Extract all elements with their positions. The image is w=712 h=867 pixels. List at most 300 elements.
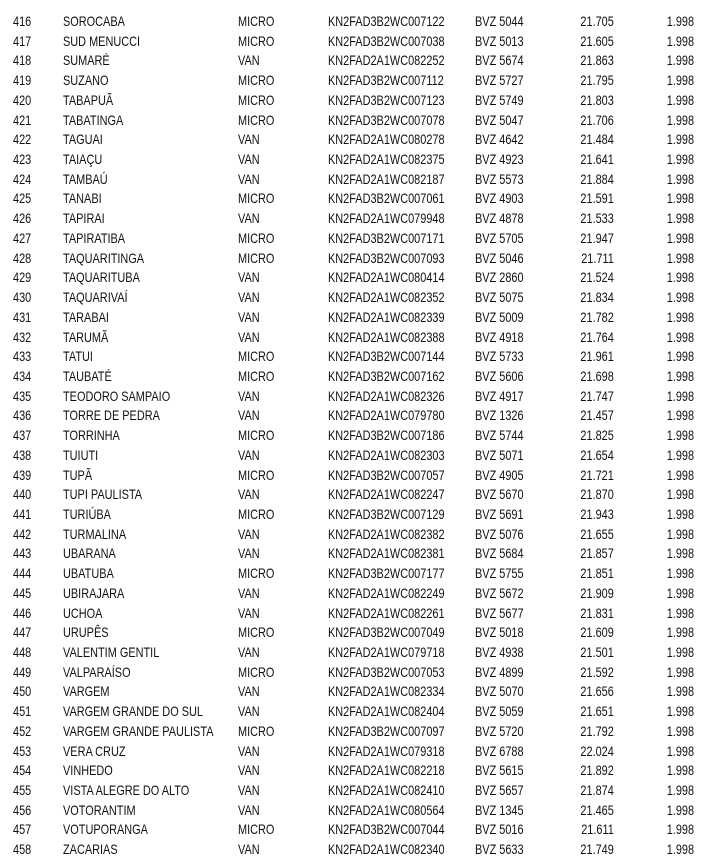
row-number: 420 xyxy=(13,91,32,108)
license-plate: BVZ 1326 xyxy=(475,407,524,424)
secondary-value: 1.998 xyxy=(666,446,694,463)
chassis-number: KN2FAD2A1WC082334 xyxy=(328,683,445,700)
chassis-number: KN2FAD3B2WC007112 xyxy=(328,72,444,89)
secondary-value: 1.998 xyxy=(666,269,694,286)
value: 21.641 xyxy=(580,151,614,168)
value: 21.698 xyxy=(580,367,614,384)
city-name: TAMBAÚ xyxy=(63,170,108,187)
value: 21.884 xyxy=(580,170,614,187)
secondary-value: 1.998 xyxy=(666,210,694,227)
value: 21.711 xyxy=(581,249,614,266)
license-plate: BVZ 5733 xyxy=(475,348,524,365)
chassis-number: KN2FAD3B2WC007129 xyxy=(328,505,445,522)
table-row xyxy=(0,268,712,288)
vehicle-type: VAN xyxy=(238,683,260,700)
license-plate: BVZ 4938 xyxy=(475,644,524,660)
vehicle-type: MICRO xyxy=(238,565,275,582)
row-number: 424 xyxy=(13,170,32,187)
license-plate: BVZ 5677 xyxy=(475,604,524,621)
city-name: VINHEDO xyxy=(63,762,113,779)
table-row xyxy=(0,682,712,702)
city-name: TANABI xyxy=(63,190,102,207)
vehicle-type: VAN xyxy=(238,170,260,187)
license-plate: BVZ 5657 xyxy=(475,782,524,799)
table-row xyxy=(0,643,712,663)
table-row xyxy=(0,249,712,269)
chassis-number: KN2FAD2A1WC082247 xyxy=(328,486,445,503)
secondary-value: 1.998 xyxy=(666,289,694,306)
chassis-number: KN2FAD2A1WC082404 xyxy=(328,703,445,720)
table-row xyxy=(0,525,712,545)
vehicle-type: VAN xyxy=(238,289,260,306)
chassis-number: KN2FAD3B2WC007097 xyxy=(328,722,445,739)
value: 21.782 xyxy=(580,308,614,325)
chassis-number: KN2FAD3B2WC007122 xyxy=(328,13,445,29)
vehicle-type: VAN xyxy=(238,841,260,858)
secondary-value: 1.998 xyxy=(666,387,694,404)
vehicle-type: MICRO xyxy=(238,427,275,444)
value: 21.501 xyxy=(580,644,614,660)
vehicle-type: VAN xyxy=(238,446,260,463)
table-row xyxy=(0,328,712,348)
table-row xyxy=(0,32,712,52)
table-row xyxy=(0,51,712,71)
table-row xyxy=(0,781,712,801)
city-name: TARUMÃ xyxy=(63,328,109,345)
license-plate: BVZ 5070 xyxy=(475,683,524,700)
row-number: 436 xyxy=(13,407,32,424)
chassis-number: KN2FAD3B2WC007078 xyxy=(328,111,445,128)
chassis-number: KN2FAD3B2WC007144 xyxy=(328,348,445,365)
secondary-value: 1.998 xyxy=(666,91,694,108)
value: 21.651 xyxy=(580,703,614,720)
vehicle-type: VAN xyxy=(238,782,260,799)
city-name: TAIAÇU xyxy=(63,151,103,168)
secondary-value: 1.998 xyxy=(666,229,694,246)
secondary-value: 1.998 xyxy=(666,407,694,424)
license-plate: BVZ 5009 xyxy=(475,308,524,325)
city-name: URUPÊS xyxy=(63,624,109,641)
chassis-number: KN2FAD3B2WC007038 xyxy=(328,32,445,49)
value: 21.611 xyxy=(581,821,614,838)
city-name: TORRINHA xyxy=(63,427,120,444)
table-row xyxy=(0,742,712,762)
license-plate: BVZ 5075 xyxy=(475,289,524,306)
license-plate: BVZ 5071 xyxy=(475,446,524,463)
row-number: 442 xyxy=(13,525,32,542)
city-name: SUZANO xyxy=(63,72,109,89)
chassis-number: KN2FAD2A1WC082352 xyxy=(328,289,445,306)
vehicle-type: VAN xyxy=(238,387,260,404)
value: 21.834 xyxy=(580,289,614,306)
table-row xyxy=(0,722,712,742)
row-number: 435 xyxy=(13,387,32,404)
license-plate: BVZ 5606 xyxy=(475,367,524,384)
city-name: TAQUARIVAÍ xyxy=(63,289,128,306)
table-row xyxy=(0,12,712,32)
city-name: TAPIRATIBA xyxy=(63,229,126,246)
row-number: 428 xyxy=(13,249,32,266)
license-plate: BVZ 5755 xyxy=(475,565,524,582)
city-name: TARABAI xyxy=(63,308,109,325)
row-number: 455 xyxy=(13,782,32,799)
secondary-value: 1.998 xyxy=(666,367,694,384)
table-row xyxy=(0,71,712,91)
row-number: 432 xyxy=(13,328,32,345)
vehicle-type: MICRO xyxy=(238,249,275,266)
vehicle-type: MICRO xyxy=(238,229,275,246)
row-number: 418 xyxy=(13,52,32,69)
value: 21.909 xyxy=(580,584,614,601)
license-plate: BVZ 1345 xyxy=(475,801,524,818)
license-plate: BVZ 2860 xyxy=(475,269,524,286)
table-row xyxy=(0,347,712,367)
secondary-value: 1.998 xyxy=(666,427,694,444)
table-row xyxy=(0,564,712,584)
row-number: 429 xyxy=(13,269,32,286)
license-plate: BVZ 4899 xyxy=(475,663,524,680)
license-plate: BVZ 5674 xyxy=(475,52,524,69)
secondary-value: 1.998 xyxy=(666,131,694,148)
row-number: 444 xyxy=(13,565,32,582)
license-plate: BVZ 5705 xyxy=(475,229,524,246)
table-row xyxy=(0,446,712,466)
city-name: ZACARIAS xyxy=(63,841,118,858)
table-row xyxy=(0,229,712,249)
vehicle-type: MICRO xyxy=(238,821,275,838)
city-name: TAQUARITINGA xyxy=(63,249,145,266)
table-row xyxy=(0,505,712,525)
license-plate: BVZ 5044 xyxy=(475,13,524,29)
chassis-number: KN2FAD3B2WC007053 xyxy=(328,663,445,680)
value: 21.705 xyxy=(580,13,614,29)
secondary-value: 1.998 xyxy=(666,545,694,562)
vehicle-type: VAN xyxy=(238,52,260,69)
vehicle-type: VAN xyxy=(238,269,260,286)
city-name: TATUI xyxy=(63,348,93,365)
row-number: 447 xyxy=(13,624,32,641)
value: 21.457 xyxy=(580,407,614,424)
row-number: 423 xyxy=(13,151,32,168)
table-row xyxy=(0,150,712,170)
license-plate: BVZ 5047 xyxy=(475,111,524,128)
vehicle-type: VAN xyxy=(238,742,260,759)
value: 21.863 xyxy=(580,52,614,69)
city-name: VARGEM GRANDE DO SUL xyxy=(63,703,203,720)
table-row xyxy=(0,209,712,229)
city-name: VERA CRUZ xyxy=(63,742,126,759)
secondary-value: 1.998 xyxy=(666,32,694,49)
license-plate: BVZ 5720 xyxy=(475,722,524,739)
value: 21.792 xyxy=(580,722,614,739)
vehicle-type: MICRO xyxy=(238,72,275,89)
chassis-number: KN2FAD2A1WC082410 xyxy=(328,782,445,799)
value: 21.654 xyxy=(580,446,614,463)
vehicle-type: VAN xyxy=(238,703,260,720)
row-number: 433 xyxy=(13,348,32,365)
row-number: 437 xyxy=(13,427,32,444)
table-row xyxy=(0,663,712,683)
secondary-value: 1.998 xyxy=(666,52,694,69)
value: 21.533 xyxy=(580,210,614,227)
value: 21.851 xyxy=(580,565,614,582)
secondary-value: 1.998 xyxy=(666,13,694,29)
chassis-number: KN2FAD2A1WC082252 xyxy=(328,52,445,69)
row-number: 425 xyxy=(13,190,32,207)
city-name: TUPI PAULISTA xyxy=(63,486,143,503)
row-number: 453 xyxy=(13,742,32,759)
row-number: 431 xyxy=(13,308,32,325)
table-row xyxy=(0,288,712,308)
vehicle-type: VAN xyxy=(238,210,260,227)
vehicle-type: MICRO xyxy=(238,91,275,108)
city-name: TUIUTI xyxy=(63,446,99,463)
city-name: SUMARÉ xyxy=(63,52,110,69)
city-name: TURMALINA xyxy=(63,525,127,542)
license-plate: BVZ 5059 xyxy=(475,703,524,720)
row-number: 457 xyxy=(13,821,32,838)
city-name: VOTORANTIM xyxy=(63,801,136,818)
value: 21.947 xyxy=(580,229,614,246)
row-number: 416 xyxy=(13,13,32,29)
row-number: 419 xyxy=(13,72,32,89)
city-name: VOTUPORANGA xyxy=(63,821,148,838)
value: 21.747 xyxy=(580,387,614,404)
table-row xyxy=(0,584,712,604)
secondary-value: 1.998 xyxy=(666,584,694,601)
table-row xyxy=(0,130,712,150)
secondary-value: 1.998 xyxy=(666,486,694,503)
value: 22.024 xyxy=(580,742,614,759)
vehicle-type: VAN xyxy=(238,328,260,345)
city-name: TAGUAI xyxy=(63,131,103,148)
vehicle-type: MICRO xyxy=(238,111,275,128)
table-row xyxy=(0,604,712,624)
license-plate: BVZ 4923 xyxy=(475,151,524,168)
chassis-number: KN2FAD2A1WC082303 xyxy=(328,446,445,463)
chassis-number: KN2FAD2A1WC080278 xyxy=(328,131,445,148)
city-name: UCHOA xyxy=(63,604,103,621)
city-name: UBIRAJARA xyxy=(63,584,125,601)
value: 21.706 xyxy=(580,111,614,128)
license-plate: BVZ 5691 xyxy=(475,505,524,522)
secondary-value: 1.998 xyxy=(666,170,694,187)
city-name: TAQUARITUBA xyxy=(63,269,140,286)
city-name: TABAPUÃ xyxy=(63,91,114,108)
row-number: 441 xyxy=(13,505,32,522)
chassis-number: KN2FAD3B2WC007057 xyxy=(328,466,445,483)
row-number: 421 xyxy=(13,111,32,128)
row-number: 446 xyxy=(13,604,32,621)
license-plate: BVZ 5018 xyxy=(475,624,524,641)
secondary-value: 1.998 xyxy=(666,308,694,325)
value: 21.764 xyxy=(580,328,614,345)
value: 21.943 xyxy=(580,505,614,522)
city-name: TABATINGA xyxy=(63,111,124,128)
secondary-value: 1.998 xyxy=(666,565,694,582)
city-name: UBARANA xyxy=(63,545,116,562)
secondary-value: 1.998 xyxy=(666,782,694,799)
secondary-value: 1.998 xyxy=(666,111,694,128)
license-plate: BVZ 4917 xyxy=(475,387,524,404)
vehicle-type: MICRO xyxy=(238,663,275,680)
vehicle-type: VAN xyxy=(238,131,260,148)
table-row xyxy=(0,91,712,111)
city-name: TURIÚBA xyxy=(63,505,111,522)
city-name: VISTA ALEGRE DO ALTO xyxy=(63,782,190,799)
row-number: 422 xyxy=(13,131,32,148)
chassis-number: KN2FAD2A1WC082187 xyxy=(328,170,445,187)
table-row xyxy=(0,111,712,131)
secondary-value: 1.998 xyxy=(666,466,694,483)
table-row xyxy=(0,820,712,840)
city-name: TAUBATÉ xyxy=(63,367,112,384)
value: 21.857 xyxy=(580,545,614,562)
chassis-number: KN2FAD2A1WC079780 xyxy=(328,407,445,424)
secondary-value: 1.998 xyxy=(666,249,694,266)
license-plate: BVZ 5013 xyxy=(475,32,524,49)
chassis-number: KN2FAD3B2WC007044 xyxy=(328,821,445,838)
vehicle-type: MICRO xyxy=(238,348,275,365)
value: 21.656 xyxy=(580,683,614,700)
row-number: 452 xyxy=(13,722,32,739)
row-number: 426 xyxy=(13,210,32,227)
vehicle-type: MICRO xyxy=(238,13,275,29)
vehicle-type: VAN xyxy=(238,762,260,779)
chassis-number: KN2FAD2A1WC079718 xyxy=(328,644,445,660)
license-plate: BVZ 5670 xyxy=(475,486,524,503)
secondary-value: 1.998 xyxy=(666,683,694,700)
row-number: 434 xyxy=(13,367,32,384)
license-plate: BVZ 5016 xyxy=(475,821,524,838)
row-number: 445 xyxy=(13,584,32,601)
chassis-number: KN2FAD2A1WC082326 xyxy=(328,387,445,404)
chassis-number: KN2FAD2A1WC080564 xyxy=(328,801,445,818)
city-name: VALENTIM GENTIL xyxy=(63,644,160,660)
row-number: 450 xyxy=(13,683,32,700)
row-number: 456 xyxy=(13,801,32,818)
secondary-value: 1.998 xyxy=(666,663,694,680)
license-plate: BVZ 5744 xyxy=(475,427,524,444)
row-number: 430 xyxy=(13,289,32,306)
city-name: TUPÃ xyxy=(63,466,93,483)
row-number: 449 xyxy=(13,663,32,680)
city-name: TEODORO SAMPAIO xyxy=(63,387,171,404)
license-plate: BVZ 4878 xyxy=(475,210,524,227)
table-row xyxy=(0,801,712,821)
chassis-number: KN2FAD2A1WC082381 xyxy=(328,545,445,562)
secondary-value: 1.998 xyxy=(666,722,694,739)
value: 21.825 xyxy=(580,427,614,444)
city-name: VALPARAÍSO xyxy=(63,663,131,680)
value: 21.721 xyxy=(580,466,614,483)
row-number: 458 xyxy=(13,841,32,858)
table-row xyxy=(0,367,712,387)
vehicle-type: VAN xyxy=(238,308,260,325)
vehicle-type: VAN xyxy=(238,525,260,542)
license-plate: BVZ 5684 xyxy=(475,545,524,562)
value: 21.831 xyxy=(580,604,614,621)
row-number: 438 xyxy=(13,446,32,463)
vehicle-type: MICRO xyxy=(238,367,275,384)
table-row xyxy=(0,189,712,209)
vehicle-type: MICRO xyxy=(238,32,275,49)
table-row xyxy=(0,623,712,643)
chassis-number: KN2FAD2A1WC079948 xyxy=(328,210,445,227)
chassis-number: KN2FAD2A1WC082388 xyxy=(328,328,445,345)
value: 21.465 xyxy=(580,801,614,818)
secondary-value: 1.998 xyxy=(666,624,694,641)
secondary-value: 1.998 xyxy=(666,348,694,365)
table-row xyxy=(0,170,712,190)
chassis-number: KN2FAD3B2WC007162 xyxy=(328,367,445,384)
secondary-value: 1.998 xyxy=(666,151,694,168)
chassis-number: KN2FAD3B2WC007061 xyxy=(328,190,445,207)
vehicle-type: VAN xyxy=(238,486,260,503)
value: 21.892 xyxy=(580,762,614,779)
secondary-value: 1.998 xyxy=(666,821,694,838)
value: 21.609 xyxy=(580,624,614,641)
secondary-value: 1.998 xyxy=(666,72,694,89)
secondary-value: 1.998 xyxy=(666,841,694,858)
chassis-number: KN2FAD2A1WC082340 xyxy=(328,841,445,858)
vehicle-distribution-table xyxy=(0,12,712,860)
value: 21.655 xyxy=(580,525,614,542)
chassis-number: KN2FAD3B2WC007049 xyxy=(328,624,445,641)
vehicle-type: MICRO xyxy=(238,190,275,207)
row-number: 440 xyxy=(13,486,32,503)
chassis-number: KN2FAD2A1WC082382 xyxy=(328,525,445,542)
license-plate: BVZ 4642 xyxy=(475,131,524,148)
table-row xyxy=(0,544,712,564)
city-name: SOROCABA xyxy=(63,13,125,29)
value: 21.591 xyxy=(580,190,614,207)
license-plate: BVZ 4918 xyxy=(475,328,524,345)
license-plate: BVZ 5046 xyxy=(475,249,524,266)
table-row xyxy=(0,426,712,446)
chassis-number: KN2FAD3B2WC007123 xyxy=(328,91,445,108)
row-number: 443 xyxy=(13,545,32,562)
vehicle-type: MICRO xyxy=(238,624,275,641)
vehicle-type: MICRO xyxy=(238,722,275,739)
city-name: VARGEM GRANDE PAULISTA xyxy=(63,722,214,739)
table-row xyxy=(0,466,712,486)
license-plate: BVZ 4905 xyxy=(475,466,524,483)
table-row xyxy=(0,406,712,426)
chassis-number: KN2FAD3B2WC007177 xyxy=(328,565,445,582)
city-name: VARGEM xyxy=(63,683,110,700)
vehicle-type: VAN xyxy=(238,801,260,818)
secondary-value: 1.998 xyxy=(666,505,694,522)
vehicle-type: VAN xyxy=(238,407,260,424)
license-plate: BVZ 5749 xyxy=(475,91,524,108)
chassis-number: KN2FAD2A1WC082218 xyxy=(328,762,445,779)
value: 21.484 xyxy=(580,131,614,148)
vehicle-type: VAN xyxy=(238,545,260,562)
license-plate: BVZ 5727 xyxy=(475,72,524,89)
row-number: 451 xyxy=(13,703,32,720)
table-row xyxy=(0,702,712,722)
value: 21.961 xyxy=(580,348,614,365)
value: 21.795 xyxy=(580,72,614,89)
chassis-number: KN2FAD3B2WC007186 xyxy=(328,427,445,444)
table-row xyxy=(0,840,712,860)
table-row xyxy=(0,761,712,781)
license-plate: BVZ 5615 xyxy=(475,762,524,779)
chassis-number: KN2FAD2A1WC082339 xyxy=(328,308,445,325)
vehicle-type: VAN xyxy=(238,604,260,621)
license-plate: BVZ 5076 xyxy=(475,525,524,542)
